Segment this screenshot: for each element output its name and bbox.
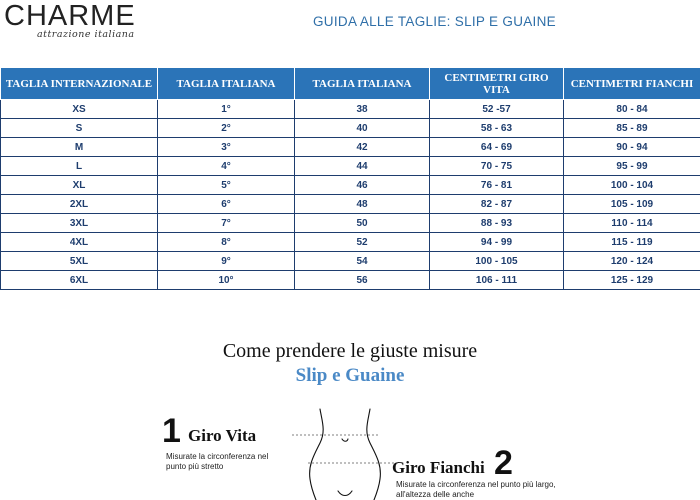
cell-hips: 105 - 109 [564, 195, 700, 214]
table-row [1, 252, 700, 271]
silhouette-navel [342, 439, 348, 441]
waist-step-number: 1 [162, 412, 181, 450]
table-row [1, 157, 700, 176]
cell-waist: 106 - 111 [430, 271, 564, 290]
cell-italian: 2° [158, 119, 295, 138]
cell-waist: 76 - 81 [430, 176, 564, 195]
cell-hips: 115 - 119 [564, 233, 700, 252]
header-international-size: TAGLIA INTERNAZIONALE [1, 68, 158, 100]
cell-international: S [1, 119, 158, 138]
brand-logo [4, 2, 174, 42]
cell-waist: 64 - 69 [430, 138, 564, 157]
hips-note-line1: Misurate la circonferenza nel punto più largo, [396, 480, 556, 489]
cell-italian-number: 48 [295, 195, 430, 214]
cell-italian: 6° [158, 195, 295, 214]
brand-name: CHARME [4, 0, 136, 32]
waist-instructions [166, 452, 268, 472]
cell-italian-number: 42 [295, 138, 430, 157]
cell-hips: 85 - 89 [564, 119, 700, 138]
cell-italian-number: 50 [295, 214, 430, 233]
cell-italian: 3° [158, 138, 295, 157]
waist-note-line1: Misurate la circonferenza nel [166, 452, 269, 461]
cell-waist: 94 - 99 [430, 233, 564, 252]
table-row [1, 195, 700, 214]
hips-instructions [396, 480, 556, 500]
brand-tagline: attrazione italiana [37, 29, 135, 40]
silhouette-right-outline [367, 409, 381, 500]
header-waist-cm: CENTIMETRI GIRO VITA [430, 68, 564, 100]
cell-international: 4XL [1, 233, 158, 252]
cell-international: 5XL [1, 252, 158, 271]
cell-hips: 90 - 94 [564, 138, 700, 157]
cell-hips: 120 - 124 [564, 252, 700, 271]
hips-note-line2: all'altezza delle anche [396, 490, 475, 499]
header-hips-cm: CENTIMETRI FIANCHI [564, 68, 700, 100]
cell-international: XS [1, 100, 158, 119]
cell-italian-number: 52 [295, 233, 430, 252]
cell-italian-number: 46 [295, 176, 430, 195]
size-table-header-row [1, 68, 700, 100]
cell-italian-number: 54 [295, 252, 430, 271]
table-row [1, 233, 700, 252]
table-row [1, 271, 700, 290]
cell-italian: 8° [158, 233, 295, 252]
cell-waist: 70 - 75 [430, 157, 564, 176]
cell-waist: 100 - 105 [430, 252, 564, 271]
cell-international: L [1, 157, 158, 176]
cell-waist: 88 - 93 [430, 214, 564, 233]
cell-italian-number: 40 [295, 119, 430, 138]
header-italian-size: TAGLIA ITALIANA [158, 68, 295, 100]
page-title: GUIDA ALLE TAGLIE: SLIP E GUAINE [313, 14, 556, 29]
cell-italian: 7° [158, 214, 295, 233]
cell-international: 6XL [1, 271, 158, 290]
howto-subtitle: Slip e Guaine [295, 365, 405, 386]
cell-waist: 52 -57 [430, 100, 564, 119]
cell-international: XL [1, 176, 158, 195]
table-row [1, 214, 700, 233]
howto-title: Come prendere le giuste misure [222, 340, 478, 362]
cell-waist: 82 - 87 [430, 195, 564, 214]
cell-international: 3XL [1, 214, 158, 233]
waist-label: Giro Vita [188, 426, 257, 445]
table-row [1, 138, 700, 157]
cell-italian: 9° [158, 252, 295, 271]
table-row [1, 100, 700, 119]
cell-italian: 4° [158, 157, 295, 176]
size-table [0, 67, 700, 290]
cell-italian: 5° [158, 176, 295, 195]
cell-hips: 110 - 114 [564, 214, 700, 233]
table-row [1, 176, 700, 195]
cell-italian: 10° [158, 271, 295, 290]
cell-international: M [1, 138, 158, 157]
waist-note-line2: punto più stretto [166, 462, 224, 471]
hips-label: Giro Fianchi [392, 458, 485, 477]
cell-hips: 80 - 84 [564, 100, 700, 119]
cell-italian-number: 56 [295, 271, 430, 290]
silhouette-crotch [338, 491, 352, 496]
silhouette-left-outline [310, 409, 324, 500]
cell-italian: 1° [158, 100, 295, 119]
table-row [1, 119, 700, 138]
cell-italian-number: 44 [295, 157, 430, 176]
cell-international: 2XL [1, 195, 158, 214]
cell-hips: 100 - 104 [564, 176, 700, 195]
body-silhouette-figure [290, 405, 400, 500]
cell-hips: 95 - 99 [564, 157, 700, 176]
hips-step-number: 2 [494, 444, 513, 482]
cell-hips: 125 - 129 [564, 271, 700, 290]
header-italian-size-number: TAGLIA ITALIANA [295, 68, 430, 100]
cell-italian-number: 38 [295, 100, 430, 119]
cell-waist: 58 - 63 [430, 119, 564, 138]
